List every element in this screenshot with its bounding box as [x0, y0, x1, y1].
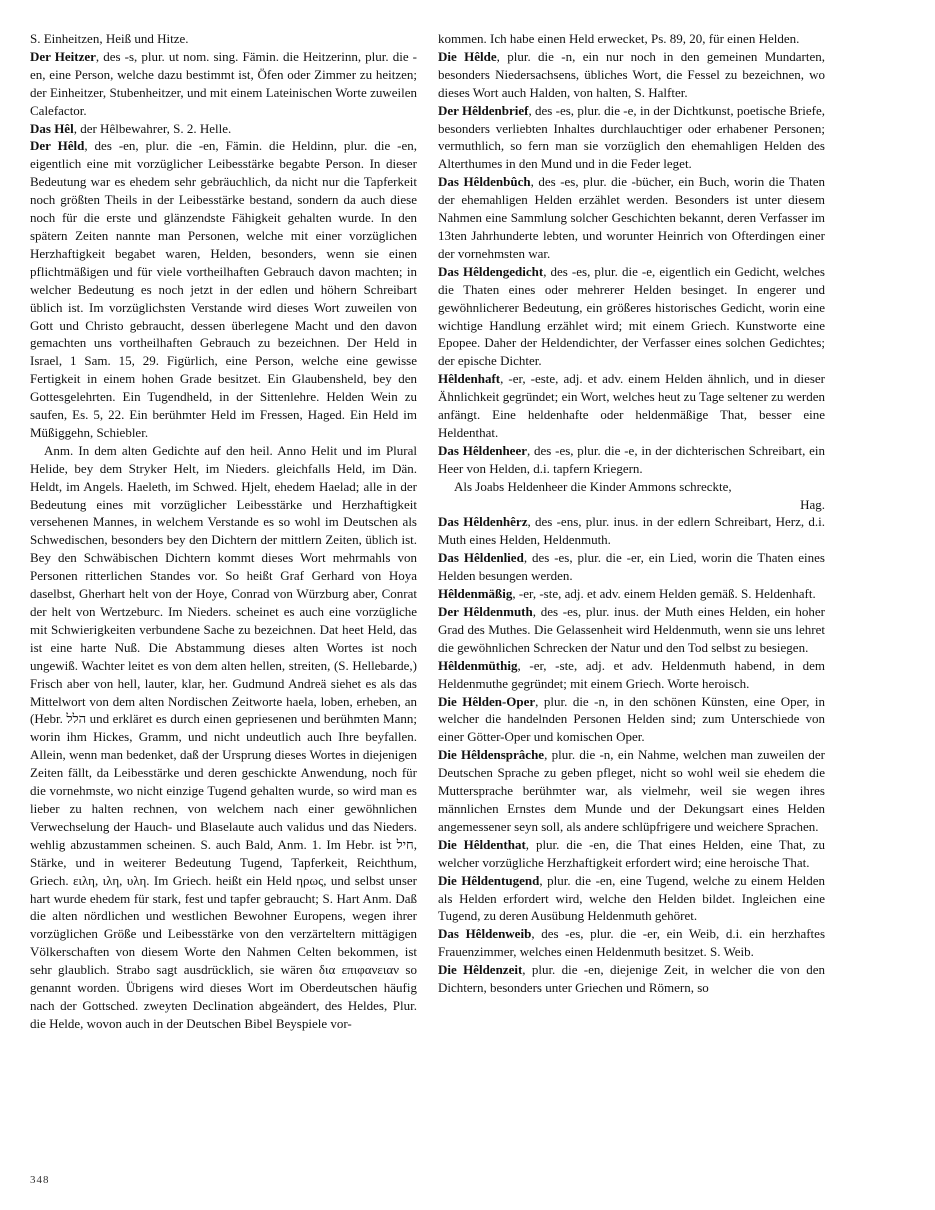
- dictionary-entry: [438, 603, 825, 657]
- dictionary-entry: [438, 585, 825, 603]
- entry-headword: Der Hêldenmuth: [438, 604, 533, 619]
- entry-headword: Hêldenmäßig: [438, 586, 513, 602]
- entry-headword: Hêldenhaft: [438, 371, 501, 387]
- entry-text: , des -es, plur. die -er, ein Lied, worin die Thaten eines Helden besungen werden.: [438, 550, 825, 584]
- entry-paragraph: [30, 442, 417, 1033]
- entry-text: , des -es, plur. die -bücher, ein Buch, worin die Thaten der ehemahligen Helden erzählet werden. Besonders ist unter diesem Nahmen eine Sammlung solcher Geschichten bekannt, deren Verfasser im 13ten Jahrhunderte lebten, und worunter Heinrich von Ofterdingen einer der vornehmsten war.: [438, 174, 825, 261]
- entry-text: , des -s, plur. ut nom. sing. Fämin. die Heitzerinn, plur. die -en, eine Person, welche dazu bestimmt ist, Öfen oder Zimmer zu heitzen; der Einheitzer, Stubenheitzer, und mit einem Lateinischen Worte zuweilen Calefactor.: [30, 48, 417, 118]
- entry-text: , des -es, plur. die -er, ein Weib, d.i. ein herzhaftes Frauenzimmer, welches einen Heldenmuth besitzet. S. Weib.: [438, 926, 826, 960]
- entry-text: , des -es, plur. die -e, in der Dichtkunst, poetische Briefe, besonders verliebten Inhaltes durchlauchtiger oder erhabener Personen; vermuthlich, so fern man sie vorzüglich den ehemahligen Helden des Alterthumes in den Mund und in die Feder leget.: [438, 102, 825, 172]
- entry-headword: Das Hêldenweib: [438, 926, 532, 942]
- entry-headword: Die Hêldenthat: [438, 836, 526, 852]
- dictionary-entry: [438, 961, 825, 997]
- entry-headword: Die Hêldenzeit: [438, 962, 523, 978]
- dictionary-entry: [438, 173, 825, 263]
- entry-text: , des -es, plur. die -e, eigentlich ein Gedicht, welches die Thaten eines oder mehrerer Helden besinget. In engerer und gewöhnlicherer Bedeutung, ein größeres historisches Gedicht, worin eine wichtige Handlung erzählet wird; mit einem Griech. Kunstworte eine Epopee. Daher der Heldendichter, der Verfasser eines solchen Gedichtes; der epische Dichter.: [438, 263, 825, 369]
- entry-headword: Die Hêlde: [438, 48, 497, 64]
- quote-source: [438, 496, 825, 514]
- entry-text: , des -en, plur. die -en, Fämin. die Heldinn, plur. die -en, eigentlich eine mit vorzüglicher Leibesstärke begabte Person. In dieser Bedeutung war es ehedem sehr gebräuchlich, da nicht nur die Tapferkeit noch größten Theils in der Leibesstärke bestand, sondern da auch diese noch für die erste und glänzendste Fähigkeit gehalten wurde. In den spätern Zeiten nannte man Personen, welche mit einer vorzüglichen Herzhaftigkeit begabet waren, Helden, besonders, wenn sie einen pflichtmäßigen und für viele vortheilhaften Gebrauch davon machten; in welcher Bedeutung es noch jetzt in der edlen und höhern Schreibart üblich ist. Im vorzüglichsten Verstande wird dieses Wort zuweilen von Gott und Christo gebraucht, dessen überlegene Macht und den davon gemachten uns vortheilhaften Gebrauch zu bezeichnen. Der Held in Israel, 1 Sam. 15, 29. Figürlich, eine Person, welche eine gewisse Fertigkeit in einem hohen Grade besitzet. Ein Glaubensheld, bey den Gottesgelehrten. Ein Tugendheld, in der Sittenlehre. Helden Wein zu saufen, Es. 5, 22. Ein berühmter Held im Fressen, Haged. Ein Held im Müßiggehn, Schiebler.: [30, 138, 417, 440]
- entry-headword: Die Hêlden-Oper: [438, 693, 536, 709]
- entry-headword: Hêldenmüthig: [438, 657, 518, 673]
- entry-text: S. Einheitzen, Heiß und Hitze.: [30, 31, 189, 46]
- entry-headword: Das Hêldenlied: [438, 550, 524, 566]
- entry-paragraph: [30, 30, 417, 48]
- dictionary-entry: [438, 746, 825, 836]
- dictionary-entry: [438, 549, 825, 585]
- dictionary-entry: [438, 442, 825, 478]
- entry-text: , plur. die -en, eine Tugend, welche zu einem Helden als Helden erfordert wird, welche den Helden bildet. Ingleichen eine Tugend, zu deren Ausübung Heldenmuth gehöret.: [438, 872, 825, 924]
- entry-text: , plur. die -en, die That eines Helden, eine That, zu welcher vorzügliche Herzhaftigkeit erfordert wird; eine heroische That.: [438, 836, 826, 870]
- entry-headword: Das Hêldenheer: [438, 442, 527, 458]
- entry-headword: Das Hêldenbûch: [438, 174, 531, 190]
- dictionary-entry: [30, 137, 417, 441]
- entry-paragraph: [438, 30, 825, 48]
- entry-headword: Die Hêldensprâche: [438, 747, 545, 763]
- dictionary-entry: [438, 925, 825, 961]
- entry-text: , plur. die -n, ein nur noch in den gemeinen Mundarten, besonders Niedersachsens, übliches Wort, die Fessel zu bezeichnen, wo dieses Wort auch Halden, von halten, S. Halfter.: [438, 48, 826, 100]
- verse-quote: [438, 478, 825, 496]
- entry-headword: Das Hêl: [30, 120, 74, 136]
- entry-text: , -er, -este, adj. et adv. einem Helden ähnlich, und in dieser Ähnlichkeit gegründet; ein Wort, welches heut zu Tage seltener zu werden anfängt. Eine heldenhafte oder heldenmäßige That, besser eine Heldenthat.: [438, 371, 825, 440]
- page-number: 348: [30, 1174, 50, 1186]
- entry-text: kommen. Ich habe einen Held erwecket, Ps. 89, 20, für einen Helden.: [438, 31, 800, 46]
- dictionary-entry: [438, 836, 825, 872]
- entry-text: Als Joabs Heldenheer die Kinder Ammons schreckte,: [454, 478, 732, 494]
- dictionary-entry: [438, 872, 825, 926]
- dictionary-entry: [438, 48, 825, 102]
- dictionary-entry: [438, 693, 825, 747]
- dictionary-entry: [438, 370, 825, 442]
- entry-text: , des -es, plur. inus. der Muth eines Helden, ein hoher Grad des Muthes. Die Gelassenheit wird Heldenmuth, wenn sie uns lehret die gewöhnlichen Schrecken der Natur und den Tod selbst zu besiegen.: [438, 604, 825, 655]
- left-column: [30, 30, 417, 1033]
- entry-text: , des -es, plur. die -e, in der dichterischen Schreibart, ein Heer von Helden, d.i. tapfern Kriegern.: [438, 442, 826, 476]
- entry-text: , plur. die -en, diejenige Zeit, in welcher die von den Dichtern, besonders unter Griechen und Römern, so: [438, 962, 825, 996]
- entry-text: , der Hêlbewahrer, S. 2. Helle.: [73, 120, 232, 136]
- entry-headword: Der Hêld: [30, 138, 85, 154]
- entry-text: , -er, -ste, adj. et adv. einem Helden gemäß. S. Heldenhaft.: [512, 586, 816, 602]
- entry-text: Hag.: [800, 496, 825, 512]
- dictionary-entry: [438, 102, 825, 174]
- entry-text: , -er, -ste, adj. et adv. Heldenmuth habend, in dem Heldenmuthe gegründet; mit einem Griech. Worte heroisch.: [438, 657, 825, 691]
- right-column: [438, 30, 825, 997]
- entry-headword: Die Hêldentugend: [438, 872, 540, 888]
- entry-text: , des -ens, plur. inus. in der edlern Schreibart, Herz, d.i. Muth eines Helden, Heldenmuth.: [438, 514, 825, 548]
- entry-text: Anm. In dem alten Gedichte auf den heil. Anno Helit und im Plural Helide, bey dem Stryker Helt, im Nieders. gleichfalls Held, im Dän. Heldt, im Angels. Haeleth, im Schwed. Hjelt, ehedem Haelad; alle in der Bedeutung eines mit vorzüglicher Leibesstärke und Herzhaftigkeit versehenen Mannes, in welchem Verstande es so wohl im Deutschen als Schwedischen, besonders bey den Dichtern der mittlern Zeiten, üblich ist. Bey den Schwäbischen Dichtern kommt dieses Wort mehrmahls von Personen ritterlichen Standes vor. So heißt Graf Gerhard von Hoya daselbst, Gherhart helt von der Hoye, Conrad von Würzburg aber, Conrat der helt von Wertzeburc. Im Nieders. scheinet es auch eine vorzügliche mit Schwierigkeiten verbundene Sache zu bezeichnen. Dat heet Held, das ist eine harte Nuß. Die Abstammung dieses alten Wortes ist noch ungewiß. Wachter leitet es von dem alten hellen, streiten, (S. Hellebarde,) Frisch aber von hell, lauter, klar, her. Gudmund Andreä siehet es als das Mittelwort von dem alten Nordischen Zeitworte haela, loben, erheben, an (Hebr. הלל und erkläret es durch einen gepriesenen und berühmten Mann; worin ihm Hickes, Gramm, und nicht undeutlich auch Ihre beyfallen. Allein, wenn man bedenket, daß der Ursprung dieses Wortes in diejenigen Zeiten fällt, da Leibesstärke und deren geschickte Anwendung, noch für die vornehmste, wo nicht einzige Tugend gehalten wurde, so wird man es lieber zu halten rechnen, von welchem nach einer gewöhnlichen Verwechselung der Hauch- und Blaselaute auch validus und das Nieders. wehlig abzustammen scheinen. S. auch Bald, Anm. 1. Im Hebr. ist חיל, Stärke, und in weiterer Bedeutung Tugend, Tapferkeit, Reichthum, Griech. ειλη, ιλη, υλη. Im Griech. heißt ein Held ηρως, und selbst unser hart wurde ehedem für stark, fest und tapfer gebraucht; S. Hart Anm. Daß die alten nördlichen und westlichen Bewohner Europens, wegen ihrer vorzüglichen Größe und Leibesstärke von den verzärteltern mittägigen Völkerschaften von diesem Worte den Nahmen Celten bekommen, ist sehr glaublich. Strabo sagt ausdrücklich, sie wären δια επιφανειαν so genannt worden. Übrigens wird dieses Wort im Oberdeutschen häufig nach der Gottsched. zweyten Declination abgeändert, des Heldes, Plur. die Helde, wovon auch in der Deutschen Bibel Beyspiele vor-: [30, 442, 417, 1031]
- entry-text: , plur. die -n, ein Nahme, welchen man zuweilen der Deutschen Sprache zu geben pfleget, nicht so wohl weil sie ehedem die Muttersprache berühmter war, als vielmehr, weil sie wegen ihres männlichen Ernstes dem Munde und der Dekungsart eines Helden angemessener seyn soll, als andere schlüpfrigere und weichere Sprachen.: [438, 747, 825, 834]
- entry-headword: Der Heitzer: [30, 48, 96, 64]
- dictionary-entry: [438, 263, 825, 370]
- dictionary-entry: [438, 513, 825, 549]
- entry-text: , plur. die -n, in den schönen Künsten, eine Oper, in welcher die handelnden Personen Helden sind; zum Unterschiede von einer Götter-Oper und komischen Oper.: [438, 693, 825, 745]
- dictionary-entry: [30, 120, 417, 138]
- entry-headword: Der Hêldenbrief: [438, 102, 529, 118]
- dictionary-entry: [30, 48, 417, 120]
- entry-headword: Das Hêldenhêrz: [438, 514, 528, 530]
- dictionary-entry: [438, 657, 825, 693]
- entry-headword: Das Hêldengedicht: [438, 263, 544, 279]
